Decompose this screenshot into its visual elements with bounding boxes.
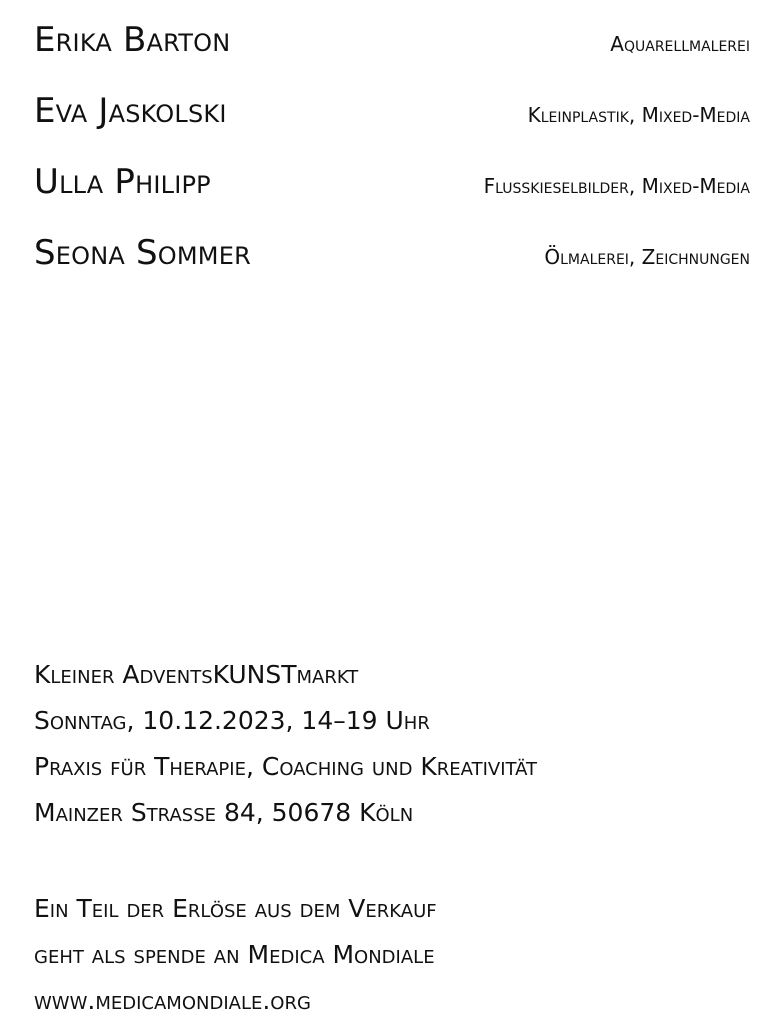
artist-row [34,162,750,233]
artist-row [34,20,750,91]
event-details [34,652,750,836]
donation-line: Ein Teil der Erlöse aus dem Verkauf [34,894,437,923]
event-venue: Praxis für Therapie, Coaching und Kreativität [34,752,538,781]
artist-name: Ulla Philipp [34,162,211,202]
event-datetime: Sonntag, 10.12.2023, 14–19 Uhr [34,706,430,735]
donation-line: geht als spende an Medica Mondiale [34,940,435,969]
artist-medium: Kleinplastik, Mixed-Media [527,103,750,127]
donation-notice [34,886,750,1024]
donation-url: www.medicamondiale.org [34,986,311,1015]
event-title: Kleiner AdventsKUNSTmarkt [34,660,359,689]
artist-name: Eva Jaskolski [34,91,227,131]
artist-name: Erika Barton [34,20,231,60]
artist-medium: Aquarellmalerei [610,32,750,56]
artist-medium: Ölmalerei, Zeichnungen [544,245,750,269]
artist-medium: Flusskieselbilder, Mixed-Media [483,174,750,198]
artist-row [34,233,750,304]
event-address: Mainzer Straße 84, 50678 Köln [34,798,414,827]
artist-list [34,20,750,304]
artist-name: Seona Sommer [34,233,251,273]
artist-row [34,91,750,162]
